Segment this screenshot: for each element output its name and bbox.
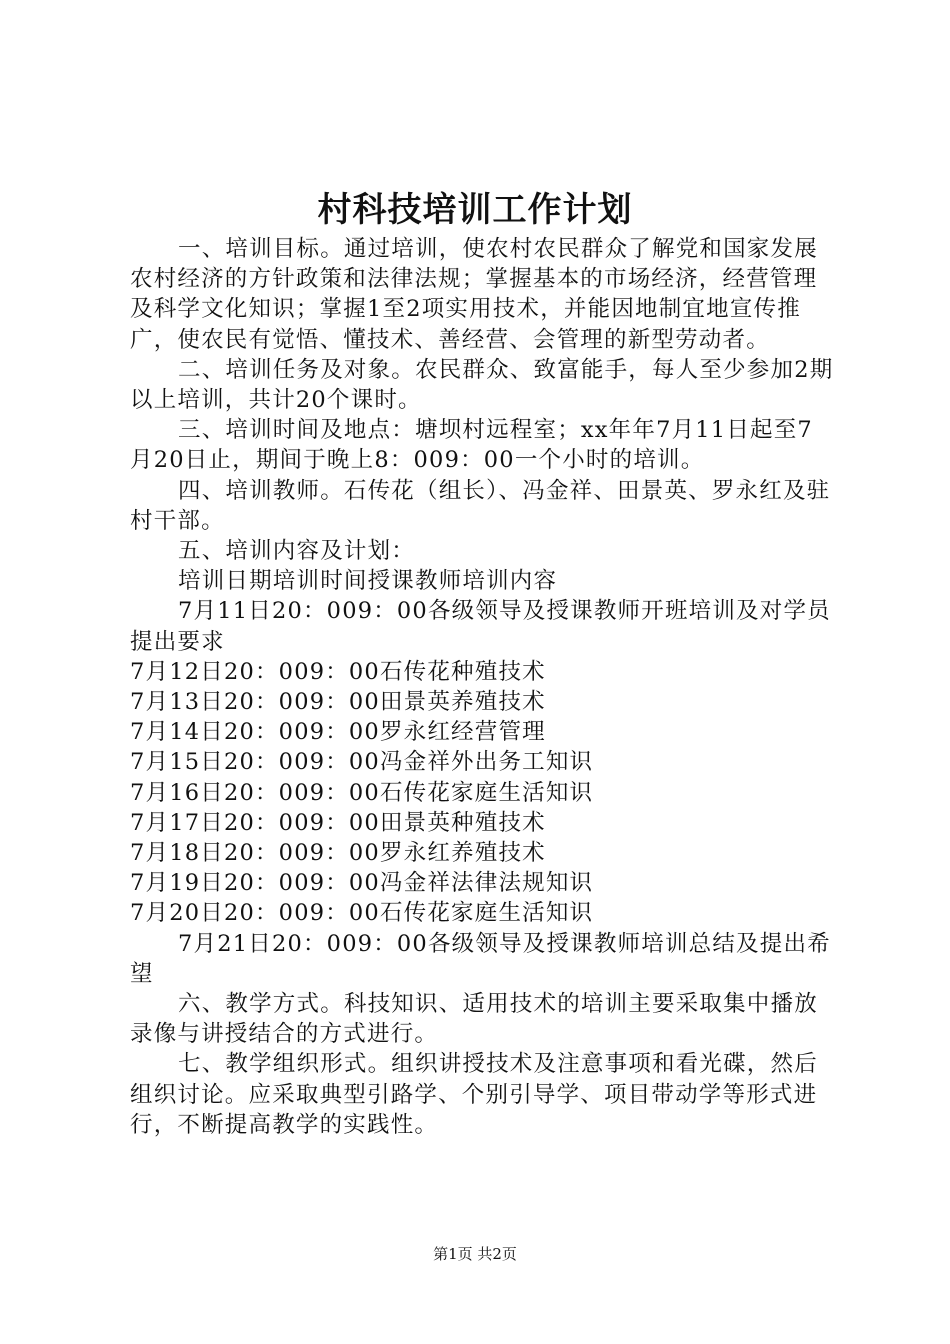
paragraph-training-content-heading: 五、培训内容及计划： [178,538,416,565]
schedule-row: 7月14日20：009：00罗永红经营管理 [130,719,546,746]
paragraph-training-teachers: 四、培训教师。石传花（组长）、冯金祥、田景英、罗永红及驻村干部。 [130,477,831,534]
schedule-row: 7月18日20：009：00罗永红养殖技术 [130,840,546,867]
schedule-row: 7月16日20：009：00石传花家庭生活知识 [130,779,594,806]
schedule-row: 7月17日20：009：00田景英种殖技术 [130,809,546,836]
paragraph-training-time-place: 三、培训时间及地点：塘坝村远程室；xx年年7月11日起至7月20日止，期间于晚上8：009：00一个小时的培训。 [130,417,813,474]
paragraph-training-goals: 一、培训目标。通过培训，使农村农民群众了解党和国家发展农村经济的方针政策和法律法规；掌握基本的市场经济，经营管理及科学文化知识；掌握1至2项实用技术，并能因地制宜地宣传推广，使农民有觉悟、懂技术、善经营、会管理的新型劳动者。 [130,236,818,353]
schedule-row: 7月12日20：009：00石传花种殖技术 [130,658,546,685]
paragraph-training-tasks: 二、培训任务及对象。农民群众、致富能手，每人至少参加2期以上培训，共计20个课时。 [130,356,834,414]
schedule-row: 7月21日20：009：00各级领导及授课教师培训总结及提出希望 [130,930,831,987]
document-body [130,234,836,1140]
schedule-row: 7月19日20：009：00冯金祥法律法规知识 [130,870,594,897]
document-title: 村科技培训工作计划 [317,190,633,230]
schedule-row: 7月11日20：009：00各级领导及授课教师开班培训及对学员提出要求 [130,598,831,655]
schedule-row: 7月20日20：009：00石传花家庭生活知识 [130,900,594,927]
schedule-row: 7月15日20：009：00冯金祥外出务工知识 [130,749,594,776]
schedule-row: 7月13日20：009：00田景英养殖技术 [130,689,546,716]
paragraph-teaching-organization: 七、教学组织形式。组织讲授技术及注意事项和看光碟，然后组织讨论。应采取典型引路学、个别引导学、项目带动学等形式进行，不断提高教学的实践性。 [130,1051,818,1138]
paragraph-teaching-method: 六、教学方式。科技知识、适用技术的培训主要采取集中播放录像与讲授结合的方式进行。 [130,991,818,1048]
page-indicator: 第1页 共2页 [433,1245,517,1263]
schedule-table-header: 培训日期培训时间授课教师培训内容 [178,568,558,595]
